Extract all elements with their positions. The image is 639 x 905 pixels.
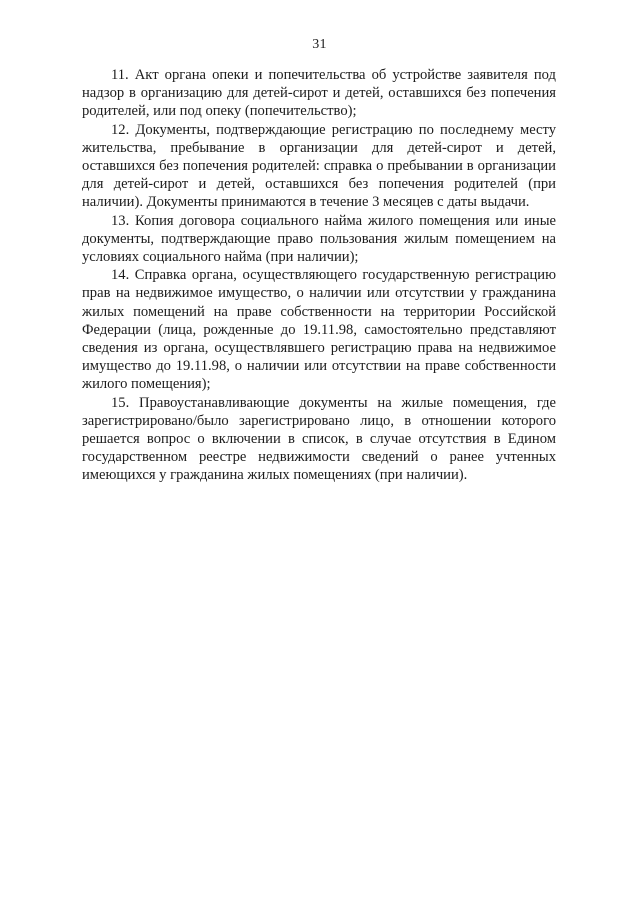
paragraph-text: 15. Правоустанавливающие документы на жилые помещения, где зарегистрировано/было зарегистрировано лицо, в отношении которого решается вопрос о включении в список, в случае отсутствия в Едином государственном реестре недвижимости сведений о ранее учтенных имеющихся у гражданина жилых помещениях (при наличии). bbox=[82, 394, 556, 484]
paragraph-text: 11. Акт органа опеки и попечительства об устройстве заявителя под надзор в организацию для детей-сирот и детей, оставшихся без попечения родителей, или под опеку (попечительство); bbox=[82, 67, 556, 120]
document-body bbox=[82, 66, 556, 485]
paragraph-text: 12. Документы, подтверждающие регистрацию по последнему месту жительства, пребывание в организации для детей-сирот и детей, оставшихся без попечения родителей: справка о пребывании в организации для детей-сирот и детей, оставшихся без попечения родителей (при наличии). Документы принимаются в течение 3 месяцев с даты выдачи. bbox=[82, 121, 556, 211]
paragraph-text: 14. Справка органа, осуществляющего государственную регистрацию прав на недвижимое имущество, о наличии или отсутствии у гражданина жилых помещений на праве собственности на территории Российской Федерации (лица, рожденные до 19.11.98, самостоятельно представляют сведения из органа, осуществлявшего регистрацию права на недвижимое имущество до 19.11.98, о наличии или отсутствии на праве собственности жилого помещения); bbox=[82, 267, 556, 393]
page-number: 31 bbox=[312, 37, 327, 52]
paragraph-item-12 bbox=[82, 121, 556, 212]
paragraph-item-14 bbox=[82, 266, 556, 393]
paragraph-item-11 bbox=[82, 66, 556, 121]
paragraph-text: 13. Копия договора социального найма жилого помещения или иные документы, подтверждающие право пользования жилым помещением на условиях социального найма (при наличии); bbox=[82, 212, 556, 266]
paragraph-item-13 bbox=[82, 212, 556, 267]
paragraph-item-15 bbox=[82, 394, 556, 485]
